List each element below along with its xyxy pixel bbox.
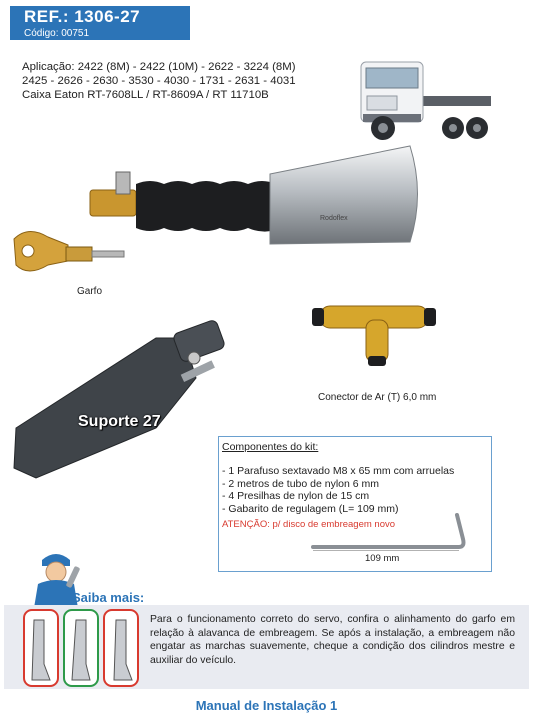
- kit-list: [222, 465, 454, 515]
- kit-warning: ATENÇÃO: p/ disco de embreagem novo: [222, 519, 396, 530]
- clutch-servo-image: [80, 134, 425, 262]
- svg-text:Rodoflex: Rodoflex: [320, 215, 348, 222]
- gauge-length-label: 109 mm: [365, 553, 400, 564]
- application-list: [22, 60, 296, 102]
- gauge-image: [309, 511, 469, 551]
- saiba-mais-title: Saiba mais:: [72, 590, 145, 605]
- conector-label: Conector de Ar (T) 6,0 mm: [318, 392, 437, 403]
- alignment-diagrams: [22, 608, 140, 688]
- kit-item: - 4 Presilhas de nylon de 15 cm: [222, 490, 370, 503]
- kit-item: - 1 Parafuso sextavado M8 x 65 mm com arruelas: [222, 465, 455, 477]
- kit-item: - Gabarito de regulagem (L= 109 mm): [222, 502, 399, 515]
- air-t-connector-image: [312, 290, 437, 368]
- application-line-1: Aplicação: 2422 (8M) - 2422 (10M) - 2622 - 3224 (8M): [22, 61, 296, 73]
- kit-item: - 2 metros de tubo de nylon 6 mm: [222, 477, 379, 490]
- reference-number: REF.: 1306-27: [24, 7, 141, 26]
- truck-image: [357, 56, 493, 146]
- kit-components-box: [218, 436, 492, 572]
- application-line-2: 2425 - 2626 - 2630 - 3530 - 4030 - 1731 - 2631 - 4031: [22, 75, 296, 87]
- support-bracket-image: [6, 318, 234, 486]
- clevis-fork-image: [8, 205, 128, 285]
- suporte-label: Suporte 27: [78, 413, 161, 430]
- saiba-mais-text: Para o funcionamento correto do servo, confira o alinhamento do garfo em relação à alavanca de embreagem. Se após a instalação, a embreagem não engatar as marchas suavemente, cheque a condição dos cilindros mestre e auxiliar do veículo.: [150, 614, 515, 666]
- ref-badge: [10, 6, 190, 40]
- application-line-3: Caixa Eaton RT-7608LL / RT-8609A / RT 11710B: [22, 89, 269, 101]
- garfo-label: Garfo: [77, 286, 103, 297]
- kit-title: Componentes do kit:: [222, 441, 319, 453]
- product-code: Código: 00751: [24, 28, 90, 39]
- footer-title: Manual de Instalação 1: [195, 698, 338, 713]
